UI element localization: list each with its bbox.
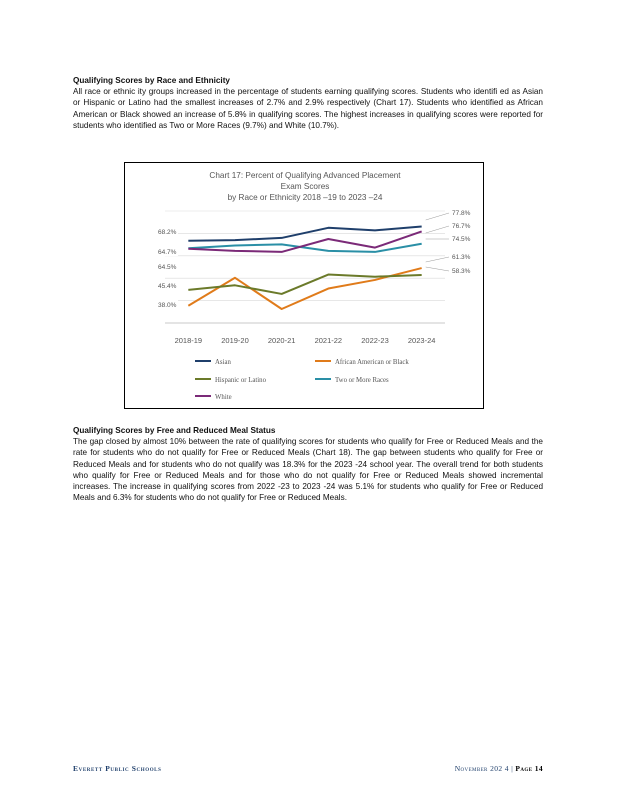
section-paragraph: The gap closed by almost 10% between the rate of qualifying scores for students who qualify for Free or Reduced Meals and the rate for students who do not qualify for Free or Reduced Meals (Chart 18). The gap between students who qualify for Free or Reduced Meals and for students who do not qualify was 18.3% for the 2023 -24 school year. The overall trend for both students who qualify for Free or Reduced Meals and for those who do not qualify for Free or Reduced Meals showed incremental increases. The increase in qualifying scores from 2022 -23 to 2023 -24 was 5.1% for students who qualify for Free or Reduced Meals and 6.3% for students who do not qualify for Free or Reduced Meals.: [73, 437, 543, 503]
data-label-leader: [426, 257, 449, 262]
section-free-reduced-meals: [73, 425, 543, 503]
chart-17: [124, 162, 484, 409]
section-paragraph: All race or ethnic ity groups increased in the percentage of students earning qualifying scores. Students who identifi ed as Asian or Hispanic or Latino had the smallest increases of 2.7% and 2.9% respectively (Chart 17). Students who identified as African American or Black showed an increase of 5.8% in qualifying scores. The highest increases in qualifying scores were reported for students who identified as Two or More Races (9.7%) and White (10.7%).: [73, 87, 543, 130]
footer-district-name: Everett Public Schools: [73, 764, 162, 773]
data-label: 61.3%: [452, 254, 471, 261]
data-label: 76.7%: [452, 223, 471, 230]
section-race-ethnicity: [73, 75, 543, 131]
x-tick-label: 2018-19: [174, 336, 203, 345]
footer-page-number: Page 14: [515, 764, 543, 773]
x-tick-label: 2023-24: [407, 336, 436, 345]
x-tick-label: 2019-20: [221, 336, 249, 345]
data-label-leader: [426, 226, 449, 233]
data-label: 58.3%: [452, 268, 471, 275]
section-heading: Qualifying Scores by Free and Reduced Meal Status: [73, 426, 276, 435]
data-label-leader: [426, 213, 449, 220]
footer-date: November 202 4 |: [454, 764, 514, 773]
section-heading: Qualifying Scores by Race and Ethnicity: [73, 76, 230, 85]
data-label-leader: [426, 267, 449, 271]
plot-area: [156, 210, 471, 345]
legend-label: Hispanic or Latino: [215, 377, 266, 384]
data-label: 64.7%: [158, 249, 177, 256]
x-tick-label: 2022-23: [361, 336, 389, 345]
chart-title-line2: Exam Scores: [280, 182, 330, 191]
series-line: [188, 268, 421, 309]
series-line: [188, 231, 421, 251]
data-label: 74.5%: [452, 236, 471, 243]
legend-label: Two or More Races: [335, 377, 389, 384]
legend-label: Asian: [215, 359, 231, 366]
x-tick-label: 2020-21: [267, 336, 296, 345]
data-label: 45.4%: [158, 283, 177, 290]
chart-title-line3: by Race or Ethnicity 2018 –19 to 2023 –24: [227, 193, 383, 202]
data-label: 68.2%: [158, 229, 177, 236]
data-label: 64.5%: [158, 264, 177, 271]
legend-label: African American or Black: [335, 359, 409, 366]
footer-page-info: [455, 764, 543, 773]
data-label: 38.0%: [158, 302, 177, 309]
x-tick-label: 2021-22: [314, 336, 343, 345]
chart-legend: [195, 359, 409, 401]
data-label: 77.8%: [452, 210, 471, 217]
chart-svg: [125, 163, 485, 410]
legend-label: White: [215, 394, 232, 401]
chart-title-line1: Chart 17: Percent of Qualifying Advanced Placement: [209, 171, 401, 180]
